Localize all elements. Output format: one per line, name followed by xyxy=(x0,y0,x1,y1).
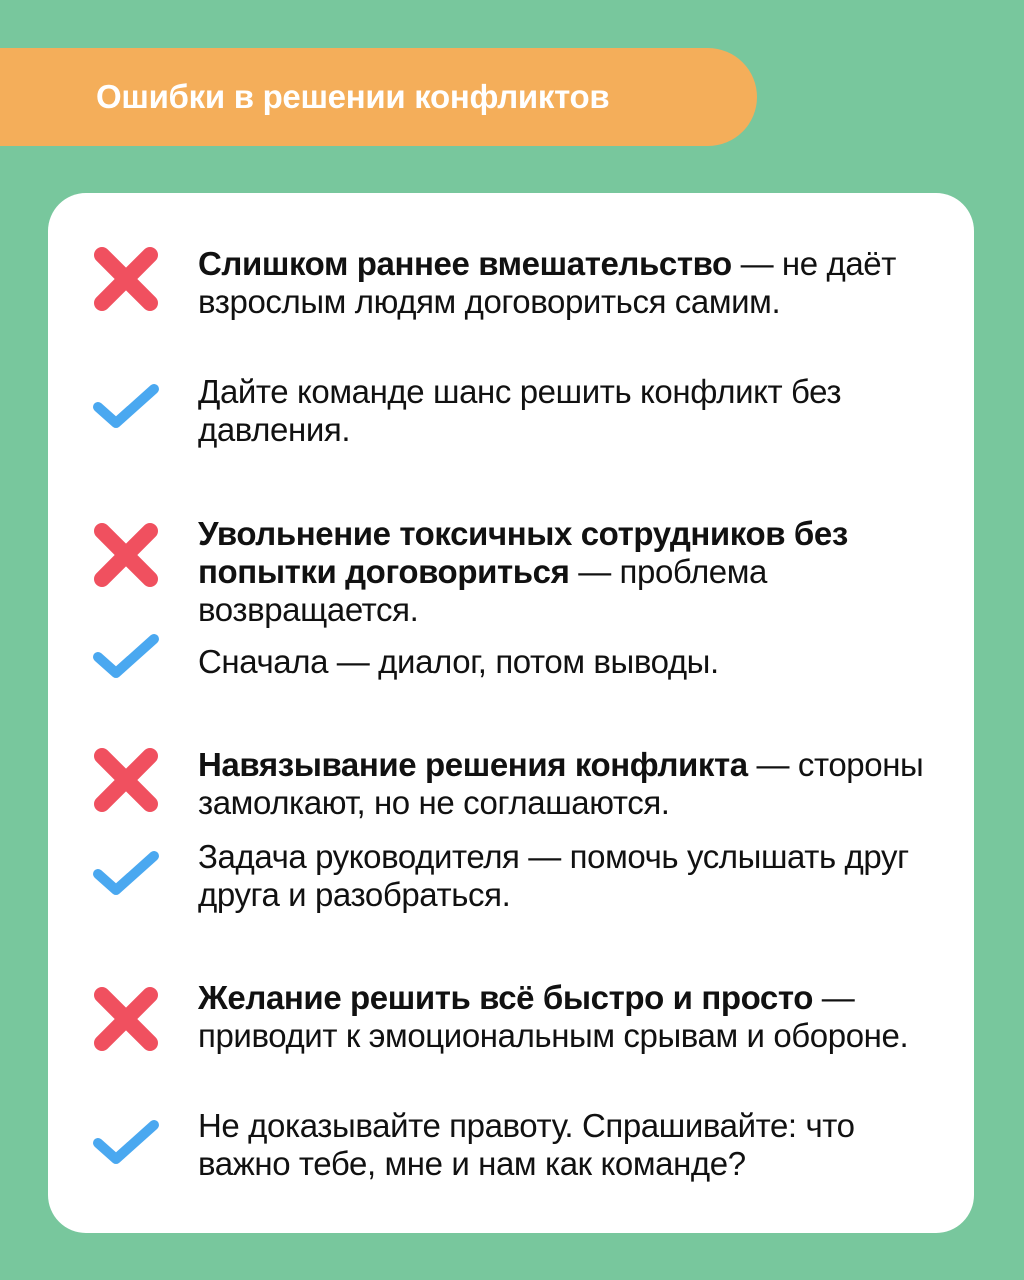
title-banner xyxy=(0,48,757,146)
mistake-rest: — не даёт взрослым людям договориться самим. xyxy=(198,245,896,320)
mistake-text xyxy=(198,245,938,321)
cross-icon xyxy=(92,985,160,1053)
mistake-bold: Навязывание решения конфликта xyxy=(198,746,748,783)
mistake-rest: — проблема возвращается. xyxy=(198,553,768,628)
page-title: Ошибки в решении конфликтов xyxy=(96,78,610,115)
mistake-rest: — стороны замолкают, но не соглашаются. xyxy=(198,746,924,821)
check-icon xyxy=(92,381,160,433)
mistake-text xyxy=(198,746,938,822)
advice-text: Сначала — диалог, потом выводы. xyxy=(198,643,719,680)
mistake-text xyxy=(198,979,938,1055)
cross-icon xyxy=(92,746,160,814)
content-card xyxy=(48,193,974,1233)
check-icon xyxy=(92,1117,160,1169)
mistake-text xyxy=(198,515,938,629)
mistake-bold: Желание решить всё быстро и просто xyxy=(198,979,813,1016)
mistake-bold: Увольнение токсичных сотрудников без попытки договориться xyxy=(198,515,848,590)
mistake-bold: Слишком раннее вмешательство xyxy=(198,245,732,282)
advice-text: Задача руководителя — помочь услышать друг друга и разобраться. xyxy=(198,838,909,913)
check-icon xyxy=(92,631,160,683)
cross-icon xyxy=(92,521,160,589)
advice-text: Не доказывайте правоту. Спрашивайте: что важно тебе, мне и нам как команде? xyxy=(198,1107,855,1182)
check-icon xyxy=(92,848,160,900)
advice-text: Дайте команде шанс решить конфликт без давления. xyxy=(198,373,842,448)
cross-icon xyxy=(92,245,160,313)
mistake-rest: — приводит к эмоциональным срывам и обороне. xyxy=(198,979,909,1054)
